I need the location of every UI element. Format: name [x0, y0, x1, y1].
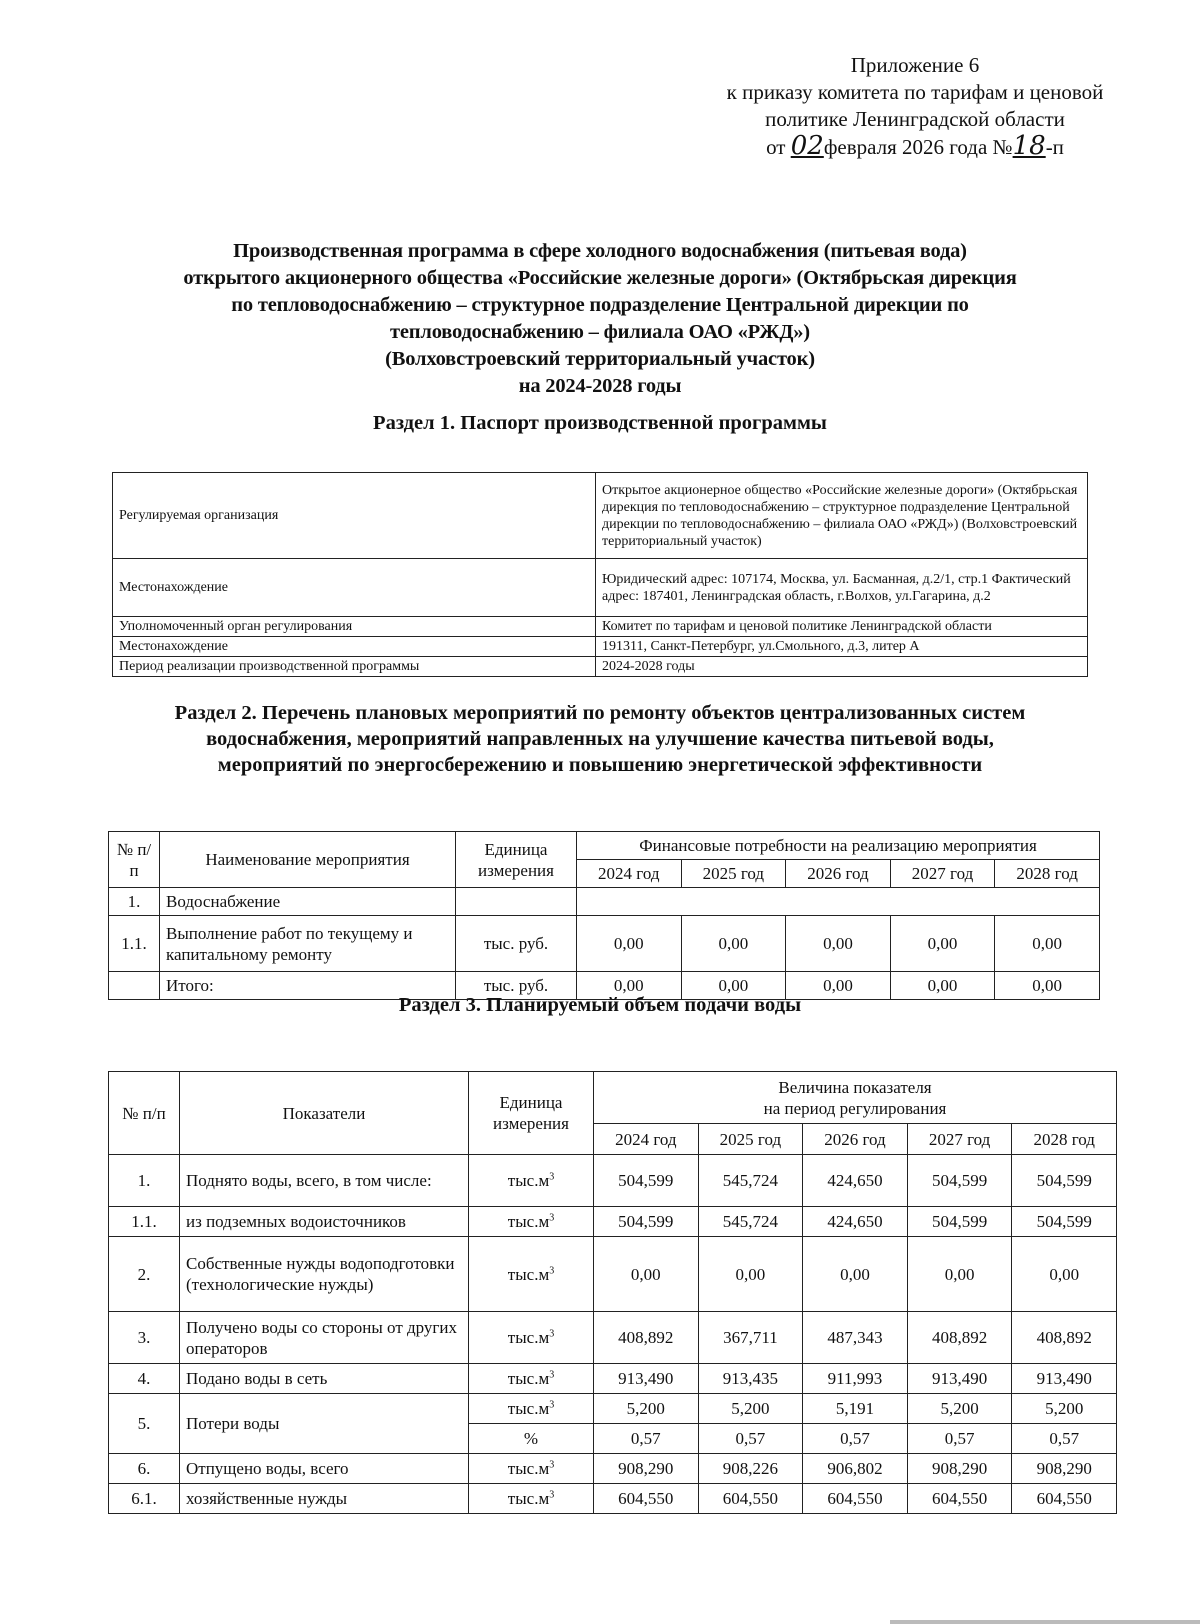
cell-name: Выполнение работ по текущему и капитальному ремонту	[160, 916, 456, 972]
unit-text: тыс.м	[507, 1328, 550, 1347]
table-row	[109, 1364, 1117, 1394]
table-row	[109, 1155, 1117, 1207]
col-header-unit: Единица измерения	[469, 1072, 594, 1155]
col-header-name: Показатели	[180, 1072, 469, 1155]
cell-value: 0,57	[1012, 1424, 1117, 1454]
unit-text: тыс.м	[507, 1459, 550, 1478]
title-line: (Волховстроевский территориальный участок)	[385, 348, 815, 370]
col-header-year: 2024 год	[577, 860, 682, 888]
cell-name: Поднято воды, всего, в том числе:	[180, 1155, 469, 1207]
cell-unit	[469, 1155, 594, 1207]
appendix-date-line	[680, 133, 1150, 161]
col-header-unit: Единица измерения	[456, 832, 577, 888]
passport-key: Период реализации производственной программы	[113, 657, 596, 677]
cell-num: 1.1.	[109, 916, 160, 972]
table-row	[109, 1312, 1117, 1364]
cell-value: 911,993	[803, 1364, 908, 1394]
number-prefix: №	[992, 135, 1013, 159]
passport-value: Открытое акционерное общество «Российские железные дороги» (Октябрьская дирекция по тепловодоснабжению – структурное подразделение Центральной дирекции по тепловодоснабжению – филиала ОАО «РЖД») (Волховстроевский территориальный участок)	[596, 473, 1088, 559]
cell-name: Подано воды в сеть	[180, 1364, 469, 1394]
title-line: по тепловодоснабжению – структурное подразделение Центральной дирекции по	[231, 294, 969, 316]
cell-name: Водоснабжение	[160, 888, 456, 916]
passport-table	[112, 472, 1088, 677]
cell-value: 908,290	[907, 1454, 1012, 1484]
section2-title-line: мероприятий по энергосбережению и повышению энергетической эффективности	[217, 754, 983, 776]
table-row	[113, 473, 1088, 559]
cell-value: 0,00	[681, 972, 786, 1000]
cell-unit: тыс. руб.	[456, 972, 577, 1000]
cell-name: из подземных водоисточников	[180, 1207, 469, 1237]
appendix-line2: к приказу комитета по тарифам и ценовой	[726, 80, 1104, 104]
header-row	[109, 1072, 1117, 1124]
cell-name: Итого:	[160, 972, 456, 1000]
cell-value: 504,599	[1012, 1207, 1117, 1237]
appendix-header	[680, 52, 1150, 161]
table-row	[113, 657, 1088, 677]
cell-name: Потери воды	[180, 1394, 469, 1454]
unit-sup: 3	[549, 1369, 555, 1381]
passport-key: Уполномоченный орган регулирования	[113, 617, 596, 637]
cell-name: хозяйственные нужды	[180, 1484, 469, 1514]
cell-value: 913,490	[907, 1364, 1012, 1394]
table-row	[113, 637, 1088, 657]
cell-unit	[456, 888, 577, 916]
passport-key: Местонахождение	[113, 559, 596, 617]
cell-value: 0,57	[907, 1424, 1012, 1454]
passport-value: Комитет по тарифам и ценовой политике Ленинградской области	[596, 617, 1088, 637]
unit-sup: 3	[549, 1399, 555, 1411]
appendix-line3: политике Ленинградской области	[765, 107, 1065, 131]
section2-title-line: Раздел 2. Перечень плановых мероприятий по ремонту объектов централизованных систем	[174, 702, 1026, 724]
col-header-year: 2028 год	[995, 860, 1100, 888]
title-line: на 2024-2028 годы	[518, 375, 682, 397]
cell-unit	[469, 1454, 594, 1484]
cell-value: 424,650	[803, 1155, 908, 1207]
cell-num: 6.	[109, 1454, 180, 1484]
cell-name: Отпущено воды, всего	[180, 1454, 469, 1484]
cell-unit	[469, 1484, 594, 1514]
cell-value: 0,00	[577, 916, 682, 972]
cell-value: 0,00	[803, 1237, 908, 1312]
cell-num: 1.	[109, 888, 160, 916]
cell-value: 0,00	[995, 972, 1100, 1000]
cell-num: 4.	[109, 1364, 180, 1394]
passport-value: 191311, Санкт-Петербург, ул.Смольного, д.3, литер А	[596, 637, 1088, 657]
passport-value: 2024-2028 годы	[596, 657, 1088, 677]
cell-unit: %	[469, 1424, 594, 1454]
col-header-year: 2025 год	[681, 860, 786, 888]
date-prefix: от	[766, 135, 786, 159]
cell-value: 604,550	[803, 1484, 908, 1514]
unit-text: тыс.м	[507, 1171, 550, 1190]
unit-sup: 3	[549, 1264, 555, 1276]
cell-value: 545,724	[698, 1155, 803, 1207]
cell-num: 1.	[109, 1155, 180, 1207]
cell-value: 504,599	[1012, 1155, 1117, 1207]
col-header-num: № п/п	[109, 832, 160, 888]
cell-unit	[469, 1364, 594, 1394]
cell-value: 0,00	[890, 916, 995, 972]
col-header-name: Наименование мероприятия	[160, 832, 456, 888]
table-row	[113, 617, 1088, 637]
cell-value: 545,724	[698, 1207, 803, 1237]
cell-value: 906,802	[803, 1454, 908, 1484]
title-line: Производственная программа в сфере холодного водоснабжения (питьевая вода)	[233, 240, 967, 262]
unit-text: тыс.м	[507, 1399, 550, 1418]
cell-value: 908,290	[594, 1454, 699, 1484]
cell-value: 504,599	[907, 1155, 1012, 1207]
cell-value: 0,00	[786, 972, 891, 1000]
cell-value: 504,599	[594, 1155, 699, 1207]
cell-value: 908,226	[698, 1454, 803, 1484]
group-header-line: на период регулирования	[763, 1098, 947, 1118]
col-header-year: 2026 год	[786, 860, 891, 888]
month-year: февраля 2026 года	[823, 135, 988, 159]
cell-unit	[469, 1394, 594, 1424]
cell-value: 0,00	[890, 972, 995, 1000]
passport-key: Регулируемая организация	[113, 473, 596, 559]
document-title	[100, 238, 1100, 400]
cell-num: 3.	[109, 1312, 180, 1364]
cell-value: 0,00	[577, 972, 682, 1000]
cell-unit	[469, 1237, 594, 1312]
col-header-year: 2025 год	[698, 1124, 803, 1155]
unit-text: тыс.м	[507, 1369, 550, 1388]
cell-value: 408,892	[907, 1312, 1012, 1364]
appendix-line1: Приложение 6	[850, 53, 980, 77]
table-row	[109, 888, 1100, 916]
cell-value: 913,435	[698, 1364, 803, 1394]
cell-value: 487,343	[803, 1312, 908, 1364]
cell-value: 0,00	[995, 916, 1100, 972]
table-row	[109, 1484, 1117, 1514]
title-line: тепловодоснабжению – филиала ОАО «РЖД»)	[390, 321, 810, 343]
unit-text: тыс.м	[507, 1264, 550, 1284]
cell-value: 5,200	[594, 1394, 699, 1424]
handwritten-day: 02	[790, 131, 824, 161]
cell-value: 504,599	[594, 1207, 699, 1237]
unit-text: тыс.м	[507, 1489, 550, 1508]
section1-title: Раздел 1. Паспорт производственной программы	[373, 412, 827, 434]
cell-value: 0,57	[698, 1424, 803, 1454]
cell-num: 1.1.	[109, 1207, 180, 1237]
cell-value: 0,00	[681, 916, 786, 972]
cell-value: 5,191	[803, 1394, 908, 1424]
cell-value: 367,711	[698, 1312, 803, 1364]
cell-value: 0,00	[786, 916, 891, 972]
section3-title: Раздел 3. Планируемый объем подачи воды	[398, 994, 802, 1016]
cell-value: 0,00	[907, 1237, 1012, 1312]
cell-value: 424,650	[803, 1207, 908, 1237]
cell-value: 0,57	[803, 1424, 908, 1454]
cell-name: Собственные нужды водоподготовки (технологические нужды)	[180, 1237, 469, 1312]
col-header-year: 2026 год	[803, 1124, 908, 1155]
cell-value: 604,550	[594, 1484, 699, 1514]
table-row	[109, 1454, 1117, 1484]
table-row	[109, 1207, 1117, 1237]
table-row	[109, 1394, 1117, 1424]
passport-key: Местонахождение	[113, 637, 596, 657]
unit-sup: 3	[549, 1171, 555, 1183]
table-row	[109, 916, 1100, 972]
col-header-year: 2027 год	[890, 860, 995, 888]
table-row	[109, 1237, 1117, 1312]
cell-value: 5,200	[1012, 1394, 1117, 1424]
cell-unit	[469, 1207, 594, 1237]
cell-empty	[577, 888, 1100, 916]
cell-value: 0,00	[698, 1237, 803, 1312]
col-header-num: № п/п	[109, 1072, 180, 1155]
col-header-year: 2028 год	[1012, 1124, 1117, 1155]
cell-value: 908,290	[1012, 1454, 1117, 1484]
group-header-line: Величина показателя	[778, 1077, 932, 1097]
cell-value: 408,892	[594, 1312, 699, 1364]
col-header-group	[594, 1072, 1117, 1124]
unit-sup: 3	[549, 1459, 555, 1471]
cell-value: 913,490	[1012, 1364, 1117, 1394]
cell-value: 604,550	[1012, 1484, 1117, 1514]
cell-value: 0,00	[594, 1237, 699, 1312]
cell-value: 5,200	[698, 1394, 803, 1424]
section2-title	[100, 700, 1100, 778]
cell-value: 604,550	[698, 1484, 803, 1514]
cell-value: 408,892	[1012, 1312, 1117, 1364]
cell-value: 5,200	[907, 1394, 1012, 1424]
cell-value: 0,00	[1012, 1237, 1117, 1312]
cell-num: 2.	[109, 1237, 180, 1312]
col-header-group: Финансовые потребности на реализацию мероприятия	[577, 832, 1100, 860]
cell-num: 5.	[109, 1394, 180, 1454]
passport-value: Юридический адрес: 107174, Москва, ул. Басманная, д.2/1, стр.1 Фактический адрес: 187401, Ленинградская область, г.Волхов, ул.Гагарина, д.2	[596, 559, 1088, 617]
handwritten-order-number: 18	[1012, 131, 1046, 161]
scan-artifact	[890, 1620, 1200, 1624]
cell-value: 604,550	[907, 1484, 1012, 1514]
col-header-year: 2024 год	[594, 1124, 699, 1155]
title-line: открытого акционерного общества «Российские железные дороги» (Октябрьская дирекция	[183, 267, 1017, 289]
water-volume-table	[108, 1071, 1117, 1514]
cell-value: 0,57	[594, 1424, 699, 1454]
cell-unit: тыс. руб.	[456, 916, 577, 972]
cell-unit	[469, 1312, 594, 1364]
col-header-year: 2027 год	[907, 1124, 1012, 1155]
cell-value: 504,599	[907, 1207, 1012, 1237]
unit-sup: 3	[549, 1328, 555, 1340]
cell-value: 913,490	[594, 1364, 699, 1394]
section2-title-line: водоснабжения, мероприятий направленных на улучшение качества питьевой воды,	[206, 728, 994, 750]
number-suffix: -п	[1045, 135, 1064, 159]
table-row	[113, 559, 1088, 617]
header-row	[109, 832, 1100, 860]
activities-table	[108, 831, 1100, 1000]
cell-num: 6.1.	[109, 1484, 180, 1514]
unit-sup: 3	[549, 1489, 555, 1501]
unit-sup: 3	[549, 1212, 555, 1224]
cell-name: Получено воды со стороны от других операторов	[180, 1312, 469, 1364]
unit-text: тыс.м	[507, 1212, 550, 1231]
